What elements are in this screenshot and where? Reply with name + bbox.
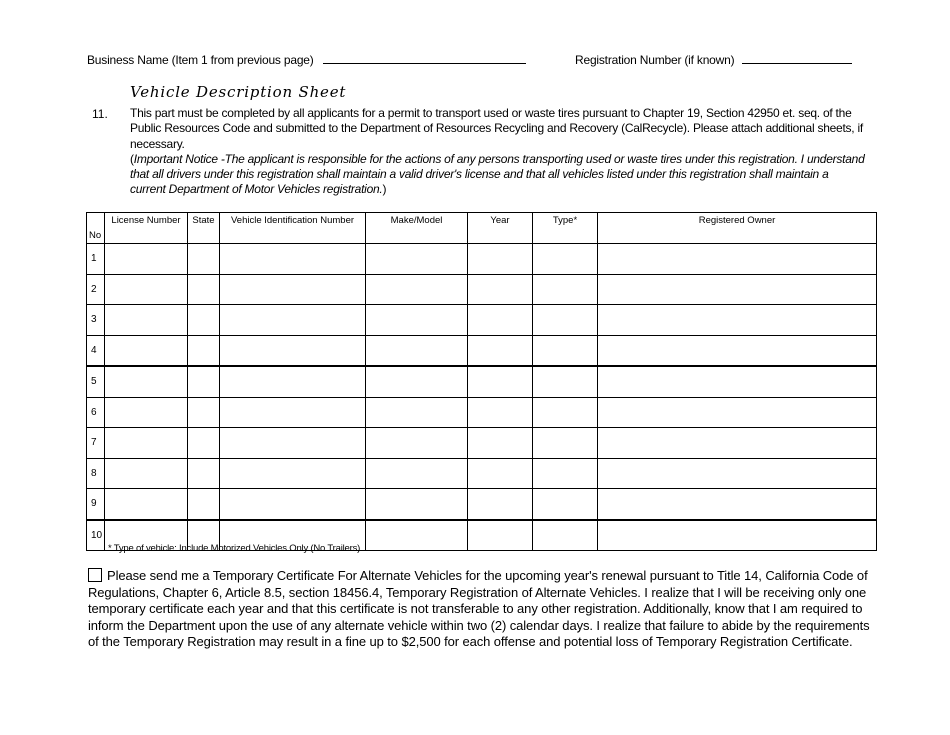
table-row [87, 489, 877, 520]
registration-number-input-line[interactable] [742, 53, 852, 64]
table-cell[interactable] [468, 305, 533, 336]
row-number: 2 [87, 274, 105, 305]
table-cell[interactable] [533, 397, 598, 428]
table-cell[interactable] [468, 428, 533, 459]
table-cell[interactable] [533, 335, 598, 366]
table-cell[interactable] [598, 335, 877, 366]
table-cell[interactable] [598, 520, 877, 551]
registration-number-field [575, 53, 852, 67]
important-notice: (Important Notice -The applicant is responsible for the actions of any persons transporting used or waste tires under this registration. I understand that all drivers under this registration shall maintain a valid driver's license and that all vehicles listed under this registration shall maintain a current Department of Motor Vehicles registration.) [130, 151, 865, 197]
instructions-text: This part must be completed by all applicants for a permit to transport used or waste tires pursuant to Chapter 19, Section 42950 et. seq. of the Public Resources Code and submitted to the Department of Resources Recycling and Recovery (CalRecycle). Please attach additional sheets, if necessary. [130, 106, 863, 151]
temporary-certificate-checkbox[interactable] [88, 568, 102, 582]
row-number: 4 [87, 335, 105, 366]
table-cell[interactable] [105, 366, 188, 397]
table-cell[interactable] [533, 366, 598, 397]
table-cell[interactable] [533, 274, 598, 305]
table-cell[interactable] [105, 274, 188, 305]
table-cell[interactable] [366, 366, 468, 397]
row-number: 6 [87, 397, 105, 428]
table-cell[interactable] [598, 489, 877, 520]
table-cell[interactable] [188, 335, 220, 366]
row-number: 7 [87, 428, 105, 459]
table-cell[interactable] [533, 244, 598, 275]
table-row [87, 366, 877, 397]
table-cell[interactable] [220, 274, 366, 305]
table-row [87, 428, 877, 459]
table-cell[interactable] [598, 458, 877, 489]
table-cell[interactable] [598, 274, 877, 305]
row-number: 5 [87, 366, 105, 397]
table-cell[interactable] [220, 489, 366, 520]
section-title: Vehicle Description Sheet [130, 83, 347, 101]
temporary-certificate-text: Please send me a Temporary Certificate For Alternate Vehicles for the upcoming year's renewal pursuant to Title 14, California Code of Regulations, Chapter 6, Article 8.5, section 18456.4, Temporary Registration of Alternate Vehicles. I realize that I will be receiving only one temporary certificate each year and that this certificate is not transferable to any other registration. Additionally, know that I am required to inform the Department upon the use of any alternate vehicle within two (2) calendar days. I realize that failure to abide by the requirements of the Temporary Registration may result in a fine up to $2,500 for each offense and potential loss of Temporary Registration Certificate. [88, 568, 870, 650]
table-row [87, 458, 877, 489]
vehicle-type-footnote: * Type of vehicle: Include Motorized Vehicles Only (No Trailers) [108, 543, 361, 554]
table-row [87, 335, 877, 366]
section-instructions-block [130, 106, 865, 198]
table-cell[interactable] [220, 366, 366, 397]
row-number: 9 [87, 489, 105, 520]
table-row [87, 397, 877, 428]
column-header: License Number [105, 213, 188, 244]
table-cell[interactable] [366, 520, 468, 551]
table-cell[interactable] [598, 366, 877, 397]
table-cell[interactable] [366, 335, 468, 366]
table-cell[interactable] [188, 305, 220, 336]
table-cell[interactable] [533, 489, 598, 520]
table-cell[interactable] [468, 366, 533, 397]
column-header: Year [468, 213, 533, 244]
table-cell[interactable] [468, 244, 533, 275]
table-cell[interactable] [533, 458, 598, 489]
table-cell[interactable] [468, 274, 533, 305]
column-header: Registered Owner [598, 213, 877, 244]
table-cell[interactable] [105, 489, 188, 520]
table-cell[interactable] [366, 274, 468, 305]
column-header: No [87, 213, 105, 244]
table-cell[interactable] [366, 489, 468, 520]
table-cell[interactable] [188, 397, 220, 428]
business-name-field [87, 53, 526, 67]
column-header: Type* [533, 213, 598, 244]
table-header-row [87, 213, 877, 244]
table-cell[interactable] [105, 335, 188, 366]
table-cell[interactable] [468, 458, 533, 489]
row-number: 10 [87, 520, 105, 551]
table-cell[interactable] [188, 428, 220, 459]
business-name-label: Business Name (Item 1 from previous page) [87, 53, 314, 67]
table-cell[interactable] [533, 305, 598, 336]
row-number: 1 [87, 244, 105, 275]
table-cell[interactable] [220, 335, 366, 366]
column-header: State [188, 213, 220, 244]
table-cell[interactable] [533, 520, 598, 551]
table-cell[interactable] [188, 274, 220, 305]
table-cell[interactable] [598, 428, 877, 459]
table-cell[interactable] [105, 305, 188, 336]
table-row [87, 305, 877, 336]
vehicle-table [86, 212, 877, 551]
table-cell[interactable] [188, 244, 220, 275]
table-cell[interactable] [598, 305, 877, 336]
table-cell[interactable] [105, 458, 188, 489]
row-number: 3 [87, 305, 105, 336]
table-row [87, 244, 877, 275]
table-cell[interactable] [468, 520, 533, 551]
table-cell[interactable] [188, 489, 220, 520]
table-cell[interactable] [366, 458, 468, 489]
table-cell[interactable] [105, 244, 188, 275]
table-cell[interactable] [105, 397, 188, 428]
important-notice-text: Important Notice -The applicant is responsible for the actions of any persons transporting used or waste tires under this registration. I understand that all drivers under this registration shall maintain a valid driver's license and that all vehicles listed under this registration shall maintain a current Department of Motor Vehicles registration. [130, 151, 865, 197]
table-cell[interactable] [220, 428, 366, 459]
section-number: 11. [92, 107, 108, 121]
table-cell[interactable] [366, 244, 468, 275]
business-name-input-line[interactable] [323, 53, 526, 64]
table-cell[interactable] [468, 489, 533, 520]
table-cell[interactable] [220, 305, 366, 336]
table-cell[interactable] [105, 428, 188, 459]
table-cell[interactable] [598, 397, 877, 428]
table-cell[interactable] [366, 305, 468, 336]
table-cell[interactable] [188, 366, 220, 397]
column-header: Make/Model [366, 213, 468, 244]
table-cell[interactable] [366, 428, 468, 459]
table-cell[interactable] [468, 397, 533, 428]
table-cell[interactable] [188, 458, 220, 489]
table-cell[interactable] [598, 244, 877, 275]
table-row [87, 274, 877, 305]
table-cell[interactable] [366, 397, 468, 428]
column-header: Vehicle Identification Number [220, 213, 366, 244]
table-cell[interactable] [220, 244, 366, 275]
temporary-certificate-request [88, 568, 878, 651]
registration-number-label: Registration Number (if known) [575, 53, 735, 67]
table-cell[interactable] [468, 335, 533, 366]
table-cell[interactable] [533, 428, 598, 459]
row-number: 8 [87, 458, 105, 489]
table-cell[interactable] [220, 458, 366, 489]
table-cell[interactable] [220, 397, 366, 428]
